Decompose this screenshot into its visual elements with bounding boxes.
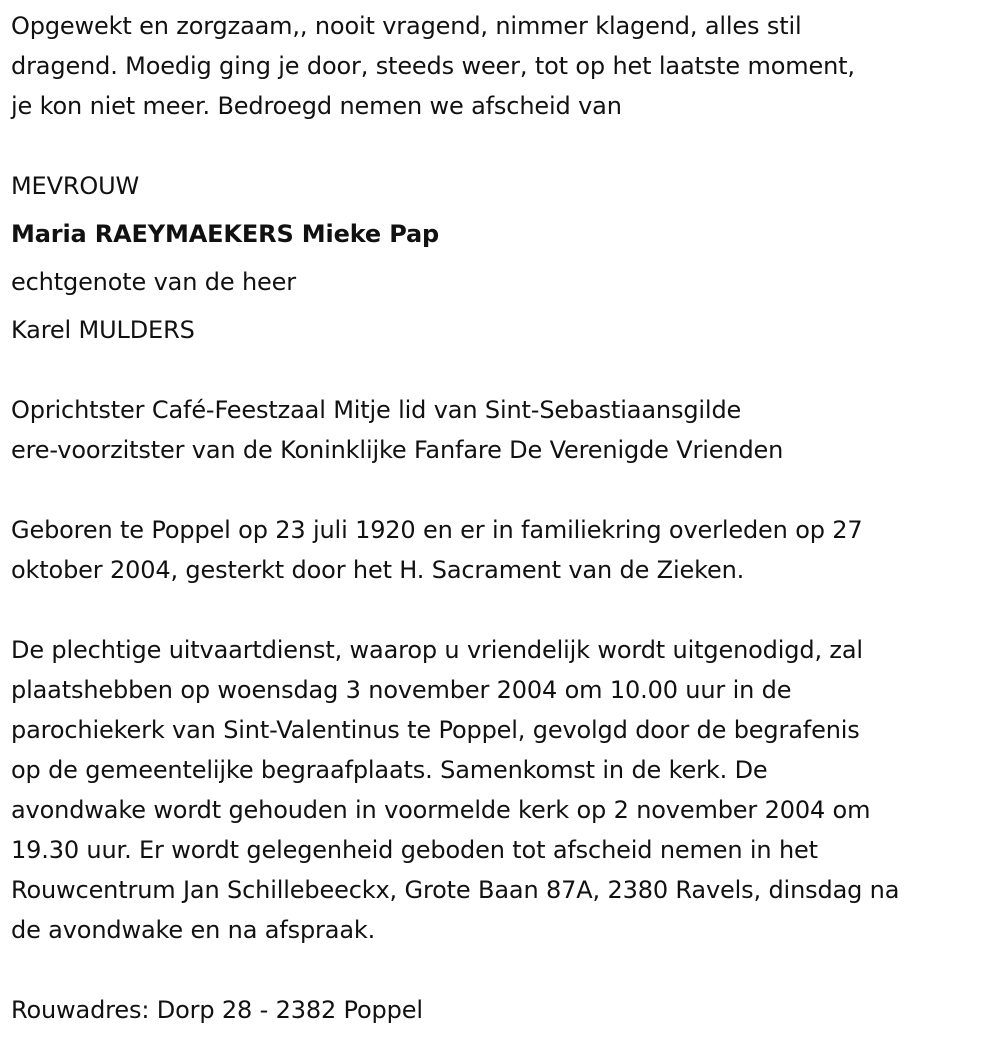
service-line-2: plaatshebben op woensdag 3 november 2004 om 10.00 uur in de: [11, 676, 792, 704]
deceased-name: Maria RAEYMAEKERS Mieke Pap: [11, 220, 440, 248]
dates-line-2: oktober 2004, gesterkt door het H. Sacrament van de Zieken.: [11, 556, 745, 584]
intro-line-1: Opgewekt en zorgzaam,, nooit vragend, nimmer klagend, alles stil: [11, 12, 802, 40]
intro-line-2: dragend. Moedig ging je door, steeds weer, tot op het laatste moment,: [11, 52, 855, 80]
service-line-1: De plechtige uitvaartdienst, waarop u vriendelijk wordt uitgenodigd, zal: [11, 636, 863, 664]
service-line-3: parochiekerk van Sint-Valentinus te Poppel, gevolgd door de begrafenis: [11, 716, 860, 744]
service-line-6: 19.30 uur. Er wordt gelegenheid geboden tot afscheid nemen in het: [11, 836, 818, 864]
spouse-name: Karel MULDERS: [11, 316, 195, 344]
relation-text: echtgenote van de heer: [11, 268, 296, 296]
service-line-8: de avondwake en na afspraak.: [11, 916, 376, 944]
service-line-5: avondwake wordt gehouden in voormelde kerk op 2 november 2004 om: [11, 796, 871, 824]
honorific: MEVROUW: [11, 172, 140, 200]
roles-line-2: ere-voorzitster van de Koninklijke Fanfare De Verenigde Vrienden: [11, 436, 784, 464]
intro-line-3: je kon niet meer. Bedroegd nemen we afscheid van: [11, 92, 622, 120]
roles-line-1: Oprichtster Café-Feestzaal Mitje lid van Sint-Sebastiaansgilde: [11, 396, 742, 424]
mourning-address: Rouwadres: Dorp 28 - 2382 Poppel: [11, 996, 423, 1024]
service-line-4: op de gemeentelijke begraafplaats. Samenkomst in de kerk. De: [11, 756, 768, 784]
dates-line-1: Geboren te Poppel op 23 juli 1920 en er in familiekring overleden op 27: [11, 516, 863, 544]
service-line-7: Rouwcentrum Jan Schillebeeckx, Grote Baan 87A, 2380 Ravels, dinsdag na: [11, 876, 900, 904]
